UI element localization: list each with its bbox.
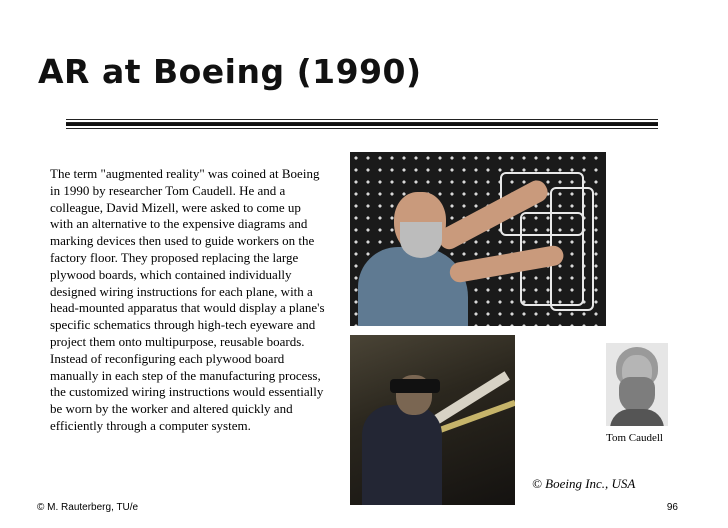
footer-author: © M. Rauterberg, TU/e — [37, 502, 139, 513]
portrait-caption: Tom Caudell — [606, 432, 663, 444]
body-text: The term "augmented reality" was coined at Boeing in 1990 by researcher Tom Caudell. He and a colleague, David Mizell, were asked to come up with an alternative to the expensive diagrams and marking devices then used to guide workers on the factory floor. They proposed replacing the large plywood boards, which contained individually designed wiring instructions for each plane, with a head-mounted apparatus that would display a plane's specific schematics through high-tech eyeware and project them onto multipurpose, reusable boards. Instead of reconfiguring each plywood board manually in each step of the manufacturing process, the customized wiring instructions would essentially be worn by the worker and altered quickly and efficiently through a computer system. — [50, 166, 325, 433]
title-divider — [66, 119, 658, 130]
photo-worker-wiring-board — [350, 152, 606, 326]
photo-worker-headset — [350, 335, 515, 505]
slide-title: AR at Boeing (1990) — [38, 52, 422, 91]
page-number: 96 — [666, 502, 678, 513]
image-credit: © Boeing Inc., USA — [532, 476, 636, 491]
portrait-photo — [606, 343, 668, 426]
